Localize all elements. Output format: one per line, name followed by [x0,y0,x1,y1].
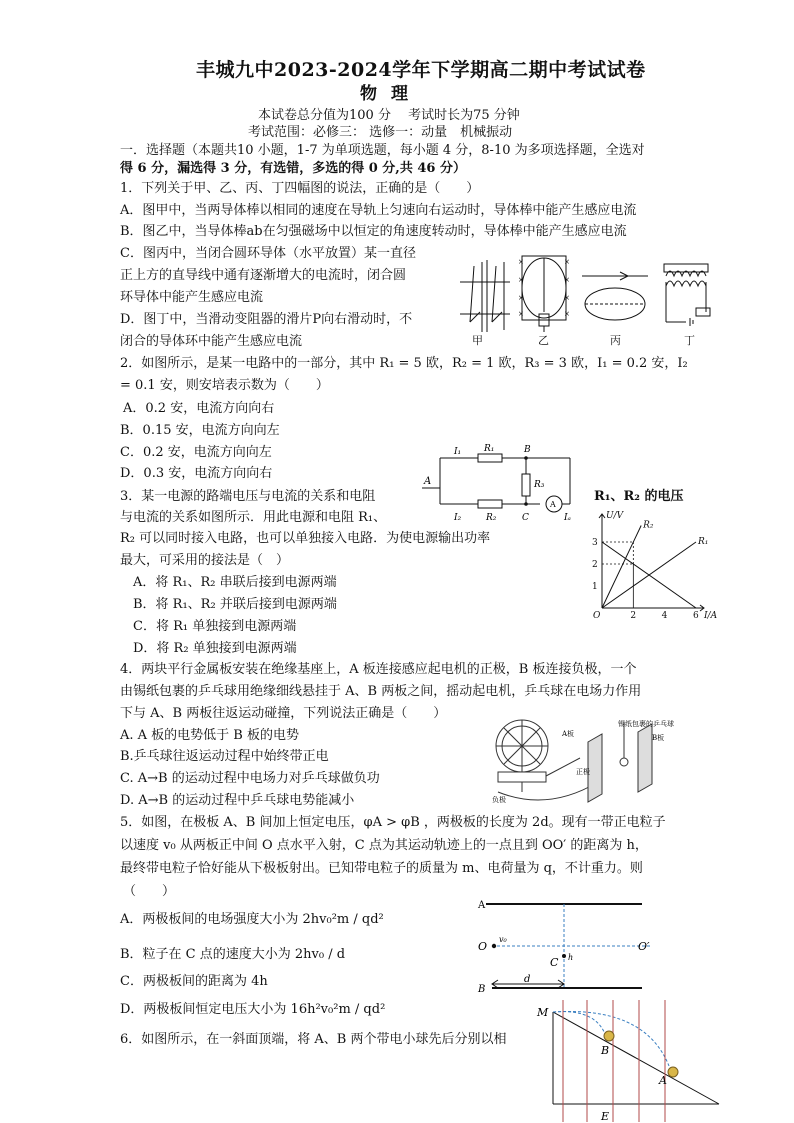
svg-text:×: × [564,294,570,302]
x-tick-label: 6 [693,611,699,621]
label-r2: R₂ [486,513,497,523]
q5-answer-paren: （ ） [123,884,176,899]
y-axis-label: U/V [606,511,624,521]
svg-text:×: × [518,294,524,302]
node-b [524,456,528,460]
point-c [562,954,566,958]
label-d: d [524,974,531,985]
ball-a [668,1067,678,1077]
q1-figures [452,252,722,348]
svg-text:×: × [518,258,524,266]
label-i1: I₁ [454,447,462,457]
scope-info: 考试范围：必修三： 选修一：动量 机械振动 [248,125,513,140]
q5-stem-2: 以速度 v₀ 从两板正中间 O 点水平入射，C 点为其运动轨迹上的一点且到 OO′ 的距离为 h， [120,838,648,853]
label-ia: Iₐ [564,513,571,523]
score-info: 本试卷总分值为100 分 考试时长为75 分钟 [258,108,520,123]
y-tick-label: 3 [592,538,598,548]
q3-option-d: D．将 R₂ 单独接到电源两端 [133,641,297,656]
exam-title: 丰城九中2023-2024学年下学期高二期中考试试卷 [196,59,646,81]
label-a: A [659,1074,667,1087]
q1-option-a: A．图甲中，当两导体棒以相同的速度在导轨上匀速向右运动时，导体棒中能产生感应电流 [120,203,637,218]
y-tick-label: 2 [592,560,598,570]
q2-option-a: A．0.2 安，电流方向向右 [123,401,275,416]
q3-stem-1b: R₁、R₂ 的电压 [594,489,684,504]
label-plate-a: A [478,900,486,911]
label-b: B [601,1044,610,1057]
q5-stem-1: 5．如图，在极板 A、B 间加上恒定电压，φA > φB ，两极板的长度为 2d。现有一带正电粒子 [120,815,666,830]
q3-option-b: B．将 R₁、R₂ 并联后接到电源两端 [133,597,337,612]
q2-circuit [418,440,598,525]
q5-option-b: B．粒子在 C 点的速度大小为 2hv₀ / d [120,947,346,962]
label-a-plate: A板 [562,730,575,738]
q1-option-c-3: 环导体中能产生感应电流 [120,290,264,305]
figure-yi [522,256,566,332]
label-ball: 锡纸包裹的乒乓球 [618,720,674,728]
q2-option-d: D．0.3 安，电流方向向右 [120,466,273,481]
q2-option-c: C．0.2 安，电流方向向左 [120,445,272,460]
point-o [492,944,496,948]
label-negative: 负极 [492,796,506,804]
label-h: h [568,953,574,962]
y-tick-label: 1 [592,582,598,592]
series-label: R₂ [643,520,654,531]
svg-text:×: × [518,276,524,284]
q4-option-c: C. A→B 的运动过程中电场力对乒乓球做负功 [120,771,380,786]
q3-stem-4: 最大，可采用的接法是（ ） [120,553,290,568]
q5-option-a: A．两极板间的电场强度大小为 2hv₀²m / qd² [120,912,384,927]
q2-stem-1: 2．如图所示，是某一电路中的一部分，其中 R₁ = 5 欧，R₂ = 1 欧，R₃ = 3 欧，I₁ = 0.2 安，I₂ [120,356,688,371]
section-title: 一．选择题（本题共10 小题，1-7 为单项选题，每小题 4 分，8-10 为多项选择题，全选对 [120,143,645,158]
q5-option-d: D．两极板间恒定电压大小为 16h²v₀²m / qd² [120,1002,386,1017]
label-yi: 乙 [538,334,549,347]
q5-stem-3: 最终带电粒子恰好能从下极板射出。已知带电粒子的质量为 m、电荷量为 q，不计重力。则 [120,861,643,876]
q5-option-c: C．两极板间的距离为 4h [120,974,268,989]
label-b: B [524,445,531,455]
label-jia: 甲 [472,334,483,347]
series-line-R [602,526,641,609]
figure-jia [460,260,510,332]
label-r1: R₁ [484,444,495,454]
q1-stem: 1．下列关于甲、乙、丙、丁四幅图的说法，正确的是（ ） [120,181,480,196]
x-tick-label: 4 [661,611,668,621]
q2-stem-2: = 0.1 安，则安培表示数为（ ） [120,378,329,393]
section-scoring: 得 6 分，漏选得 3 分，有选错，多选的得 0 分,共 46 分） [120,161,466,176]
q4-stem-1: 4．两块平行金属板安装在绝缘基座上，A 板连接感应起电机的正极，B 板连接负极，一个 [120,662,637,677]
label-plate-b: B [478,984,486,995]
label-c: C [522,513,529,523]
q4-option-a: A. A 板的电势低于 B 板的电势 [120,728,299,743]
figure-ding [664,264,710,326]
subject-title: 物理 [360,84,422,104]
q2-option-b: B．0.15 安，电流方向向左 [120,423,280,438]
q4-stem-3: 下与 A、B 两板往返运动碰撞，下列说法正确是（ ） [120,706,447,721]
label-o: O [478,940,488,953]
label-i2: I₂ [454,513,462,523]
svg-text:×: × [564,276,570,284]
q3-stem-2: 与电流的关系如图所示．用此电源和电阻 R₁、 [120,510,387,525]
q1-option-c-2: 正上方的直导线中通有逐渐增大的电流时，闭合圆 [120,268,407,283]
label-ding: 丁 [684,334,695,347]
q3-ui-graph [588,508,718,623]
q1-option-d-2: 闭合的导体环中能产生感应电流 [120,334,303,349]
label-a: A [424,476,432,487]
q6-stem-1: 6．如图所示，在一斜面顶端，将 A、B 两个带电小球先后分别以相 [120,1032,507,1047]
q1-option-b: B．图乙中，当导体棒ab在匀强磁场中以恒定的角速度转动时，导体棒中能产生感应电流 [120,224,627,239]
ammeter-label: A [550,500,556,509]
figure-bing [582,272,648,320]
q4-option-d: D. A→B 的运动过程中乒乓球电势能减小 [120,793,355,808]
q3-stem-1: 3．某一电源的路端电压与电流的关系和电阻 [120,489,376,504]
q3-option-a: A．将 R₁、R₂ 串联后接到电源两端 [133,575,337,590]
q6-incline-figure [535,1000,725,1123]
q4-option-b: B.乒乓球往返运动过程中始终带正电 [120,749,329,764]
label-o-prime: O′ [638,940,650,953]
q5-capacitor-figure [472,892,722,995]
origin-label: O [593,611,601,621]
label-m: M [537,1006,549,1019]
label-positive: 正极 [576,768,590,776]
x-axis-label: I/A [704,611,718,621]
series-label: R₁ [698,537,709,547]
svg-text:×: × [564,310,570,318]
q4-stem-2: 由锡纸包裹的乒乓球用绝缘细线悬挂于 A、B 两板之间，摇动起电机，乒乓球在电场力作用 [120,684,642,699]
x-tick-label: 2 [630,611,637,621]
q3-stem-3: R₂ 可以同时接入电路，也可以单独接入电路．为使电源输出功率 [120,531,491,546]
q1-option-d-1: D．图丁中，当滑动变阻器的滑片P向右滑动时，不 [120,312,413,327]
label-bing: 丙 [610,334,621,347]
label-e: E [601,1110,610,1123]
q4-apparatus [488,712,698,804]
label-c: C [550,956,559,969]
label-v0: v₀ [499,935,507,944]
ball-b [604,1031,614,1041]
svg-text:×: × [518,310,524,318]
q3-option-c: C．将 R₁ 单独接到电源两端 [133,619,297,634]
node-c [524,502,528,506]
svg-text:×: × [564,258,570,266]
label-b-plate: B板 [652,734,665,742]
label-r3: R₃ [534,480,545,490]
q1-option-c-1: C．图丙中，当闭合圆环导体（水平放置）某一直径 [120,246,416,261]
